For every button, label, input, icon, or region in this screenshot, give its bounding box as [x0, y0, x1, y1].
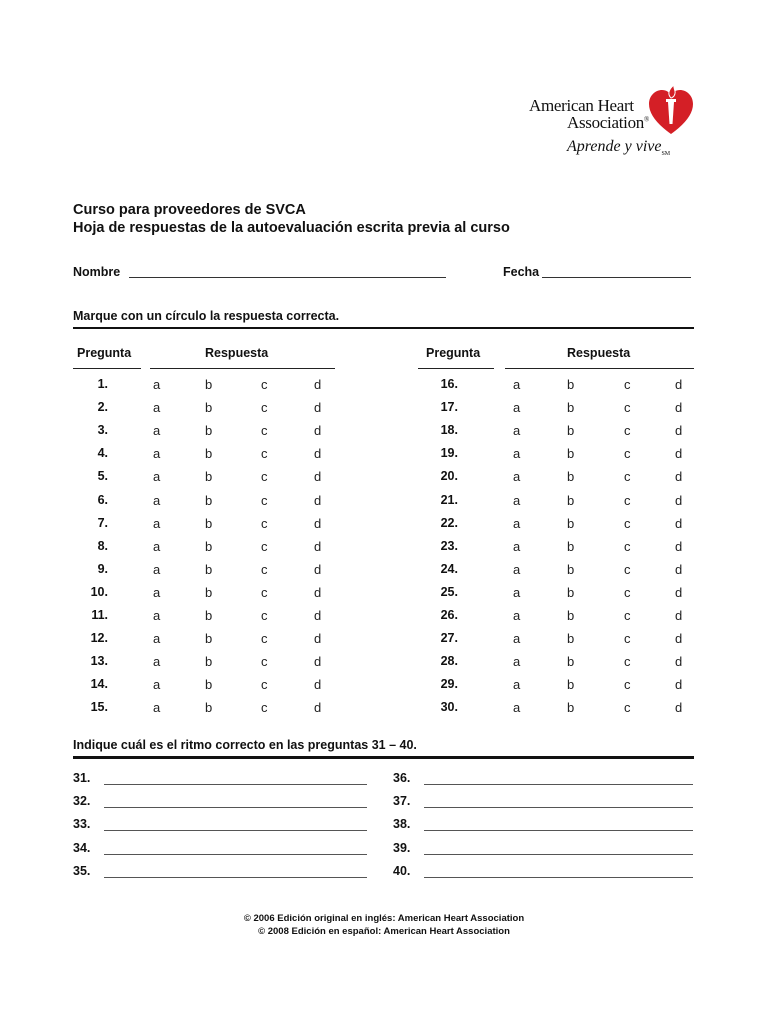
answer-option-a[interactable]: a: [513, 493, 521, 508]
answer-option-c[interactable]: c: [261, 446, 268, 461]
answer-option-d[interactable]: d: [675, 539, 683, 554]
right-answer-rule: [505, 368, 694, 369]
question-number: 11.: [91, 608, 108, 622]
answer-option-d[interactable]: d: [314, 493, 322, 508]
answer-option-c[interactable]: c: [261, 585, 268, 600]
question-number: 29.: [440, 677, 458, 691]
answer-option-c[interactable]: c: [624, 654, 631, 669]
answer-option-d[interactable]: d: [314, 469, 322, 484]
answer-option-c[interactable]: c: [261, 677, 268, 692]
question-number: 2.: [97, 400, 108, 414]
answer-option-b[interactable]: b: [567, 562, 575, 577]
answer-option-d[interactable]: d: [314, 654, 322, 669]
question-number: 12.: [90, 631, 108, 645]
answer-option-b[interactable]: b: [205, 423, 213, 438]
answer-option-d[interactable]: d: [314, 377, 322, 392]
name-label: Nombre: [73, 265, 121, 279]
heart-torch-icon: [647, 84, 695, 138]
section2-divider: [73, 756, 694, 759]
answer-option-d[interactable]: d: [314, 516, 322, 531]
answer-option-a[interactable]: a: [153, 400, 161, 415]
answer-option-a[interactable]: a: [513, 400, 521, 415]
answer-option-d[interactable]: d: [314, 608, 322, 623]
question-number: 10.: [90, 585, 108, 599]
rhythm-answer-field[interactable]: [104, 854, 367, 855]
rhythm-answer-field[interactable]: [104, 807, 367, 808]
answer-option-b[interactable]: b: [567, 400, 575, 415]
answer-option-b[interactable]: b: [567, 446, 575, 461]
rhythm-question-number: 31.: [73, 771, 91, 785]
answer-option-c[interactable]: c: [261, 400, 268, 415]
answer-option-b[interactable]: b: [567, 608, 575, 623]
question-number: 5.: [97, 469, 108, 483]
answer-option-a[interactable]: a: [153, 516, 161, 531]
question-number: 15.: [90, 700, 108, 714]
answer-option-c[interactable]: c: [261, 654, 268, 669]
rhythm-question-number: 32.: [73, 794, 91, 808]
logo-line2: [567, 113, 649, 133]
service-mark: SM: [661, 151, 671, 158]
date-label: Fecha: [503, 265, 540, 279]
answer-option-b[interactable]: b: [567, 631, 575, 646]
answer-option-d[interactable]: d: [675, 446, 683, 461]
answer-option-d[interactable]: d: [675, 400, 683, 415]
answer-option-c[interactable]: c: [261, 377, 268, 392]
answer-option-a[interactable]: a: [153, 585, 161, 600]
answer-option-c[interactable]: c: [624, 608, 631, 623]
answer-option-d[interactable]: d: [675, 423, 683, 438]
question-number: 4.: [97, 446, 108, 460]
answer-option-d[interactable]: d: [675, 677, 683, 692]
answer-option-c[interactable]: c: [624, 700, 631, 715]
rhythm-question-number: 38.: [393, 817, 411, 831]
right-question-rule: [418, 368, 494, 369]
question-number: 24.: [440, 562, 458, 576]
answer-option-a[interactable]: a: [153, 677, 161, 692]
answer-option-b[interactable]: b: [567, 700, 575, 715]
rhythm-answer-field[interactable]: [424, 807, 693, 808]
answer-option-b[interactable]: b: [567, 469, 575, 484]
answer-option-b[interactable]: b: [205, 631, 213, 646]
answer-option-d[interactable]: d: [314, 400, 322, 415]
left-col-answer-header: Respuesta: [205, 346, 269, 360]
rhythm-answer-field[interactable]: [424, 830, 693, 831]
answer-option-c[interactable]: c: [261, 469, 268, 484]
registered-mark: ®: [643, 115, 649, 124]
rhythm-answer-field[interactable]: [424, 877, 693, 878]
answer-option-c[interactable]: c: [261, 516, 268, 531]
answer-option-a[interactable]: a: [153, 423, 161, 438]
answer-option-c[interactable]: c: [624, 631, 631, 646]
answer-option-d[interactable]: d: [314, 677, 322, 692]
question-number: 23.: [440, 539, 458, 553]
rhythm-answer-field[interactable]: [104, 877, 367, 878]
answer-option-b[interactable]: b: [205, 700, 213, 715]
answer-option-b[interactable]: b: [205, 677, 213, 692]
answer-option-c[interactable]: c: [624, 562, 631, 577]
answer-option-b[interactable]: b: [567, 677, 575, 692]
rhythm-question-number: 33.: [73, 817, 91, 831]
answer-option-d[interactable]: d: [675, 469, 683, 484]
answer-option-a[interactable]: a: [153, 446, 161, 461]
answer-option-d[interactable]: d: [314, 423, 322, 438]
answer-option-b[interactable]: b: [205, 446, 213, 461]
question-number: 27.: [440, 631, 458, 645]
answer-option-b[interactable]: b: [205, 562, 213, 577]
answer-option-d[interactable]: d: [675, 585, 683, 600]
left-answer-rule: [150, 368, 335, 369]
course-title: Curso para proveedores de SVCA: [73, 202, 306, 218]
answer-option-a[interactable]: a: [153, 631, 161, 646]
sheet-title: Hoja de respuestas de la autoevaluación escrita previa al curso: [73, 220, 510, 236]
answer-option-b[interactable]: b: [205, 469, 213, 484]
answer-option-b[interactable]: b: [205, 400, 213, 415]
answer-option-b[interactable]: b: [205, 608, 213, 623]
answer-option-d[interactable]: d: [314, 539, 322, 554]
answer-option-b[interactable]: b: [205, 377, 213, 392]
answer-option-d[interactable]: d: [675, 631, 683, 646]
logo-association: Association: [567, 113, 644, 132]
answer-option-b[interactable]: b: [205, 539, 213, 554]
question-number: 6.: [97, 493, 108, 507]
answer-option-c[interactable]: c: [261, 423, 268, 438]
answer-option-c[interactable]: c: [624, 469, 631, 484]
answer-option-b[interactable]: b: [205, 585, 213, 600]
answer-option-c[interactable]: c: [261, 631, 268, 646]
rhythm-answer-field[interactable]: [104, 784, 367, 785]
answer-option-a[interactable]: a: [153, 608, 161, 623]
rhythm-question-number: 34.: [73, 841, 91, 855]
answer-option-d[interactable]: d: [675, 654, 683, 669]
answer-option-c[interactable]: c: [624, 585, 631, 600]
question-number: 17.: [440, 400, 458, 414]
answer-option-a[interactable]: a: [153, 654, 161, 669]
answer-option-a[interactable]: a: [513, 608, 521, 623]
answer-option-c[interactable]: c: [624, 400, 631, 415]
answer-option-d[interactable]: d: [675, 377, 683, 392]
answer-option-c[interactable]: c: [624, 677, 631, 692]
answer-option-b[interactable]: b: [567, 585, 575, 600]
answer-option-c[interactable]: c: [624, 516, 631, 531]
answer-option-a[interactable]: a: [153, 562, 161, 577]
answer-option-b[interactable]: b: [205, 516, 213, 531]
question-number: 18.: [440, 423, 458, 437]
answer-option-a[interactable]: a: [513, 516, 521, 531]
answer-option-a[interactable]: a: [153, 700, 161, 715]
question-number: 28.: [440, 654, 458, 668]
answer-option-d[interactable]: d: [675, 516, 683, 531]
rhythm-answer-field[interactable]: [424, 854, 693, 855]
answer-option-c[interactable]: c: [624, 539, 631, 554]
right-col-question-header: Pregunta: [426, 346, 481, 360]
question-number: 26.: [440, 608, 458, 622]
answer-option-d[interactable]: d: [675, 700, 683, 715]
answer-option-b[interactable]: b: [205, 654, 213, 669]
question-number: 25.: [440, 585, 458, 599]
date-field[interactable]: [542, 265, 691, 278]
rhythm-question-number: 40.: [393, 864, 411, 878]
answer-option-b[interactable]: b: [567, 493, 575, 508]
answer-option-a[interactable]: a: [513, 539, 521, 554]
question-number: 7.: [97, 516, 108, 530]
section1-divider: [73, 327, 694, 329]
answer-option-a[interactable]: a: [153, 469, 161, 484]
answer-option-d[interactable]: d: [675, 493, 683, 508]
answer-option-d[interactable]: d: [675, 608, 683, 623]
rhythm-question-number: 37.: [393, 794, 411, 808]
rhythm-question-number: 35.: [73, 864, 91, 878]
question-number: 30.: [440, 700, 458, 714]
question-number: 19.: [440, 446, 458, 460]
rhythm-question-number: 39.: [393, 841, 411, 855]
rhythm-question-number: 36.: [393, 771, 411, 785]
answer-option-d[interactable]: d: [314, 631, 322, 646]
answer-option-c[interactable]: c: [624, 493, 631, 508]
answer-option-d[interactable]: d: [314, 700, 322, 715]
answer-option-d[interactable]: d: [314, 562, 322, 577]
answer-option-a[interactable]: a: [513, 469, 521, 484]
answer-option-d[interactable]: d: [314, 446, 322, 461]
right-col-answer-header: Respuesta: [567, 346, 631, 360]
question-number: 16.: [440, 377, 458, 391]
copyright-original: © 2006 Edición original en inglés: American Heart Association: [243, 913, 525, 924]
answer-option-b[interactable]: b: [567, 377, 575, 392]
answer-option-c[interactable]: c: [261, 493, 268, 508]
answer-option-a[interactable]: a: [513, 562, 521, 577]
answer-option-a[interactable]: a: [513, 446, 521, 461]
section1-instruction: Marque con un círculo la respuesta correcta.: [73, 309, 340, 323]
answer-option-a[interactable]: a: [513, 677, 521, 692]
answer-option-b[interactable]: b: [567, 516, 575, 531]
answer-option-c[interactable]: c: [624, 446, 631, 461]
logo-tagline: [567, 138, 670, 157]
answer-option-d[interactable]: d: [675, 562, 683, 577]
answer-option-a[interactable]: a: [153, 377, 161, 392]
question-number: 13.: [90, 654, 108, 668]
rhythm-answer-field[interactable]: [424, 784, 693, 785]
question-number: 9.: [97, 562, 108, 576]
question-number: 3.: [97, 423, 108, 437]
answer-option-a[interactable]: a: [513, 377, 521, 392]
answer-option-a[interactable]: a: [513, 700, 521, 715]
rhythm-answer-field[interactable]: [104, 830, 367, 831]
answer-option-d[interactable]: d: [314, 585, 322, 600]
answer-option-c[interactable]: c: [261, 539, 268, 554]
question-number: 1.: [97, 377, 108, 391]
left-question-rule: [73, 368, 141, 369]
answer-option-a[interactable]: a: [513, 423, 521, 438]
section2-instruction: Indique cuál es el ritmo correcto en las preguntas 31 – 40.: [73, 738, 417, 752]
answer-option-c[interactable]: c: [624, 377, 631, 392]
question-number: 20.: [440, 469, 458, 483]
answer-option-c[interactable]: c: [261, 608, 268, 623]
question-number: 14.: [90, 677, 108, 691]
answer-option-b[interactable]: b: [567, 654, 575, 669]
answer-option-b[interactable]: b: [567, 539, 575, 554]
answer-option-a[interactable]: a: [513, 585, 521, 600]
answer-option-b[interactable]: b: [567, 423, 575, 438]
answer-option-c[interactable]: c: [624, 423, 631, 438]
answer-option-c[interactable]: c: [261, 562, 268, 577]
copyright-spanish: © 2008 Edición en español: American Heart Association: [258, 926, 510, 937]
answer-option-a[interactable]: a: [513, 654, 521, 669]
left-col-question-header: Pregunta: [77, 346, 132, 360]
name-field[interactable]: [129, 265, 446, 278]
answer-option-a[interactable]: a: [153, 539, 161, 554]
answer-option-c[interactable]: c: [261, 700, 268, 715]
answer-option-b[interactable]: b: [205, 493, 213, 508]
answer-option-a[interactable]: a: [153, 493, 161, 508]
tagline-text: Aprende y vive: [567, 138, 662, 155]
answer-option-a[interactable]: a: [513, 631, 521, 646]
question-number: 8.: [97, 539, 108, 553]
question-number: 21.: [440, 493, 458, 507]
logo-line1: American Heart: [529, 96, 634, 115]
question-number: 22.: [440, 516, 458, 530]
